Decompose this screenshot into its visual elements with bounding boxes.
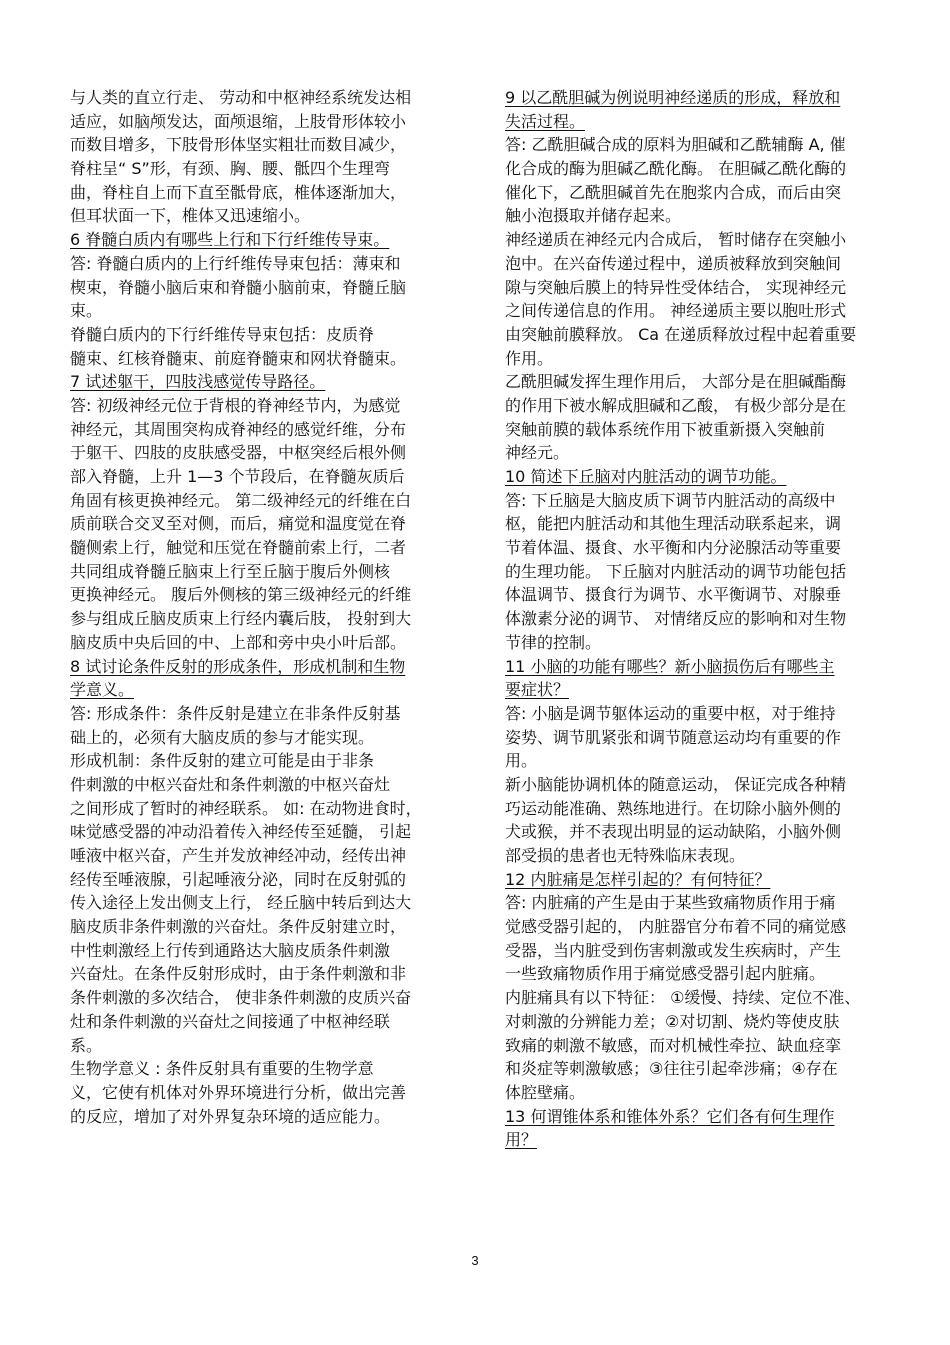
text-line: 答: 脊髓白质内的上行纤维传导束包括：薄束和: [70, 253, 401, 273]
text-line: 之间传递信息的作用。 神经递质主要以胞吐形式: [505, 301, 847, 321]
text-line: 灶和条件刺激的兴奋灶之间接通了中枢神经联: [70, 1011, 391, 1031]
text-line: 枢，能把内脏活动和其他生理活动联系起来，调: [505, 514, 842, 534]
text-line: 部入脊髓，上升 1—3 个节段后，在脊髓灰质后: [70, 467, 405, 486]
text-line: 参与组成丘脑皮质束上行经内囊后肢， 投射到大: [70, 609, 412, 629]
question-heading-line: 用？: [505, 1130, 538, 1150]
text-line: 答: 乙酰胆碱合成的原料为胆碱和乙酰辅酶 A, 催: [505, 135, 846, 155]
question-heading-line: 学意义。: [70, 680, 135, 700]
text-line: 角固有核更换神经元。 第二级神经元的纤维在白: [70, 490, 412, 510]
question-heading-line: 要症状？: [505, 680, 570, 700]
text-line: 姿势、调节肌紧张和调节随意运动均有重要的作: [505, 727, 842, 747]
text-line: 用。: [505, 751, 538, 771]
question-heading-line: 12 内脏痛是怎样引起的？有何特征？: [505, 869, 771, 889]
text-line: 的作用下被水解成胆碱和乙酸， 有极少部分是在: [505, 395, 847, 415]
text-line: 致痛的刺激不敏感，而对机械性牵拉、缺血痉挛: [505, 1035, 842, 1055]
text-line: 催化下，乙酰胆碱首先在胞浆内合成，而后由突: [505, 182, 842, 202]
text-line: 髓侧索上行，触觉和压觉在脊髓前索上行，二者: [70, 538, 407, 558]
text-line: 义，它使有机体对外界环境进行分析，做出完善: [70, 1082, 407, 1102]
text-line: 于躯干、四肢的皮肤感受器，中枢突经后根外侧: [70, 443, 407, 463]
text-line: 触小泡摄取并储存起来。: [505, 206, 682, 226]
question-heading-line: 11 小脑的功能有哪些？新小脑损伤后有哪些主: [505, 656, 835, 676]
text-line: 更换神经元。 腹后外侧核的第三级神经元的纤维: [70, 585, 412, 605]
text-line: 共同组成脊髓丘脑束上行至丘脑于腹后外侧核: [70, 561, 391, 581]
text-line: 体温调节、摄食行为调节、水平衡调节、对腺垂: [505, 585, 842, 605]
text-line: 系。: [70, 1035, 103, 1055]
text-line: 础上的，必须有大脑皮质的参与才能实现。: [70, 727, 375, 747]
text-line: 受器，当内脏受到伤害刺激或发生疾病时，产生: [505, 940, 842, 960]
text-line: 之间形成了暂时的神经联系。 如: 在动物进食时，: [70, 798, 422, 818]
page-number: 3: [471, 1253, 479, 1268]
question-heading-line: 13 何谓锥体系和锥体外系？它们各有何生理作: [505, 1106, 835, 1126]
text-line: 而数目增多，下肢骨形体坚实粗壮而数目减少，: [70, 135, 407, 155]
text-line: 味觉感受器的冲动沿着传入神经传至延髓， 引起: [70, 822, 412, 842]
text-line: 束。: [70, 301, 103, 321]
text-line: 质前联合交叉至对侧，而后，痛觉和温度觉在脊: [70, 514, 407, 534]
right-text-column: [505, 86, 905, 1152]
text-line: 作用。: [505, 348, 554, 368]
text-line: 答: 形成条件：条件反射是建立在非条件反射基: [70, 703, 401, 723]
text-line: 唾液中枢兴奋，产生并发放神经冲动，经传出神: [70, 846, 407, 865]
text-line: 脊柱呈“ S”形，有颈、胸、腰、骶四个生理弯: [70, 159, 390, 179]
text-line: 楔束，脊髓小脑后束和脊髓小脑前束，脊髓丘脑: [70, 277, 407, 297]
text-line: 由突触前膜释放。 Ca 在递质释放过程中起着重要: [505, 324, 857, 344]
question-heading-line: 8 试讨论条件反射的形成条件，形成机制和生物: [70, 656, 406, 676]
text-line: 新小脑能协调机体的随意运动， 保证完成各种精: [505, 774, 847, 794]
text-line: 件刺激的中枢兴奋灶和条件刺激的中枢兴奋灶: [70, 774, 391, 794]
text-line: 答: 小脑是调节躯体运动的重要中枢，对于维持: [505, 703, 836, 723]
text-line: 曲，脊柱自上而下直至骶骨底，椎体逐渐加大，: [70, 182, 407, 202]
text-line: 体腔壁痛。: [505, 1082, 586, 1102]
text-line: 与人类的直立行走、 劳动和中枢神经系统发达相: [70, 88, 412, 107]
text-line: 中性刺激经上行传到通路达大脑皮质条件刺激: [70, 940, 391, 960]
text-line: 适应，如脑颅发达，面颅退缩，上肢骨形体较小: [70, 111, 407, 131]
text-line: 脑皮质非条件刺激的兴奋灶。条件反射建立时，: [70, 917, 407, 937]
text-line: 觉感受器引起的， 内脏器官分布着不同的痛觉感: [505, 917, 847, 937]
text-line: 隙与突触后膜上的特异性受体结合， 实现神经元: [505, 277, 847, 297]
text-line: 突触前膜的载体系统作用下被重新摄入突触前: [505, 419, 826, 439]
text-line: 答: 下丘脑是大脑皮质下调节内脏活动的高级中: [505, 490, 836, 510]
text-line: 节着体温、摄食、水平衡和内分泌腺活动等重要: [505, 538, 842, 558]
text-line: 化合成的酶为胆碱乙酰化酶。 在胆碱乙酰化酶的: [505, 159, 847, 179]
text-line: 脑皮质中央后回的中、上部和旁中央小叶后部。: [70, 632, 407, 652]
question-heading-line: 失活过程。: [505, 111, 586, 131]
text-line: 的生理功能。 下丘脑对内脏活动的调节功能包括: [505, 561, 847, 581]
text-line: 脊髓白质内的下行纤维传导束包括：皮质脊: [70, 324, 375, 344]
question-heading-line: 9 以乙酰胆碱为例说明神经递质的形成，释放和: [505, 88, 841, 107]
text-line: 答: 内脏痛的产生是由于某些致痛物质作用于痛: [505, 893, 836, 913]
text-line: 泡中。在兴奋传递过程中，递质被释放到突触间: [505, 253, 842, 273]
text-line: 生物学意义 : 条件反射具有重要的生物学意: [70, 1059, 374, 1079]
text-line: 巧运动能准确、熟练地进行。在切除小脑外侧的: [505, 798, 842, 818]
text-line: 条件刺激的多次结合， 使非条件刺激的皮质兴奋: [70, 988, 412, 1008]
text-line: 体激素分泌的调节、 对情绪反应的影响和对生物: [505, 609, 847, 629]
text-line: 对刺激的分辨能力差；②对切割、烧灼等使皮肤: [505, 1011, 840, 1031]
text-line: 内脏痛具有以下特征： ①缓慢、持续、定位不准、: [505, 988, 861, 1008]
text-line: 部受损的患者也无特殊临床表现。: [505, 846, 746, 865]
text-line: 但耳状面一下，椎体又迅速缩小。: [70, 206, 311, 226]
text-line: 乙酰胆碱发挥生理作用后， 大部分是在胆碱酯酶: [505, 372, 847, 392]
text-line: 髓束、红核脊髓束、前庭脊髓束和网状脊髓束。: [70, 348, 407, 368]
question-heading-line: 6 脊髓白质内有哪些上行和下行纤维传导束。: [70, 230, 390, 250]
text-line: 神经元。: [505, 443, 570, 463]
text-line: 的反应，增加了对外界复杂环境的适应能力。: [70, 1106, 391, 1126]
text-line: 犬或猴，并不表现出明显的运动缺陷，小脑外侧: [505, 822, 842, 842]
question-heading-line: 7 试述躯干，四肢浅感觉传导路径。: [70, 372, 326, 392]
text-line: 传入途径上发出侧支上行， 经丘脑中转后到达大: [70, 893, 412, 913]
left-text-column: [70, 86, 470, 1128]
question-heading-line: 10 简述下丘脑对内脏活动的调节功能。: [505, 467, 787, 486]
text-line: 答: 初级神经元位于背根的脊神经节内，为感觉: [70, 395, 401, 415]
text-line: 神经元，其周围突构成脊神经的感觉纤维，分布: [70, 419, 407, 439]
text-line: 神经递质在神经元内合成后， 暂时储存在突触小: [505, 230, 847, 250]
text-line: 节律的控制。: [505, 632, 602, 652]
text-line: 形成机制：条件反射的建立可能是由于非条: [70, 751, 375, 771]
text-line: 兴奋灶。在条件反射形成时，由于条件刺激和非: [70, 964, 407, 984]
text-line: 和炎症等刺激敏感；③往往引起牵涉痛；④存在: [505, 1059, 838, 1079]
text-line: 经传至唾液腺，引起唾液分泌，同时在反射弧的: [70, 869, 407, 889]
text-line: 一些致痛物质作用于痛觉感受器引起内脏痛。: [505, 964, 826, 984]
